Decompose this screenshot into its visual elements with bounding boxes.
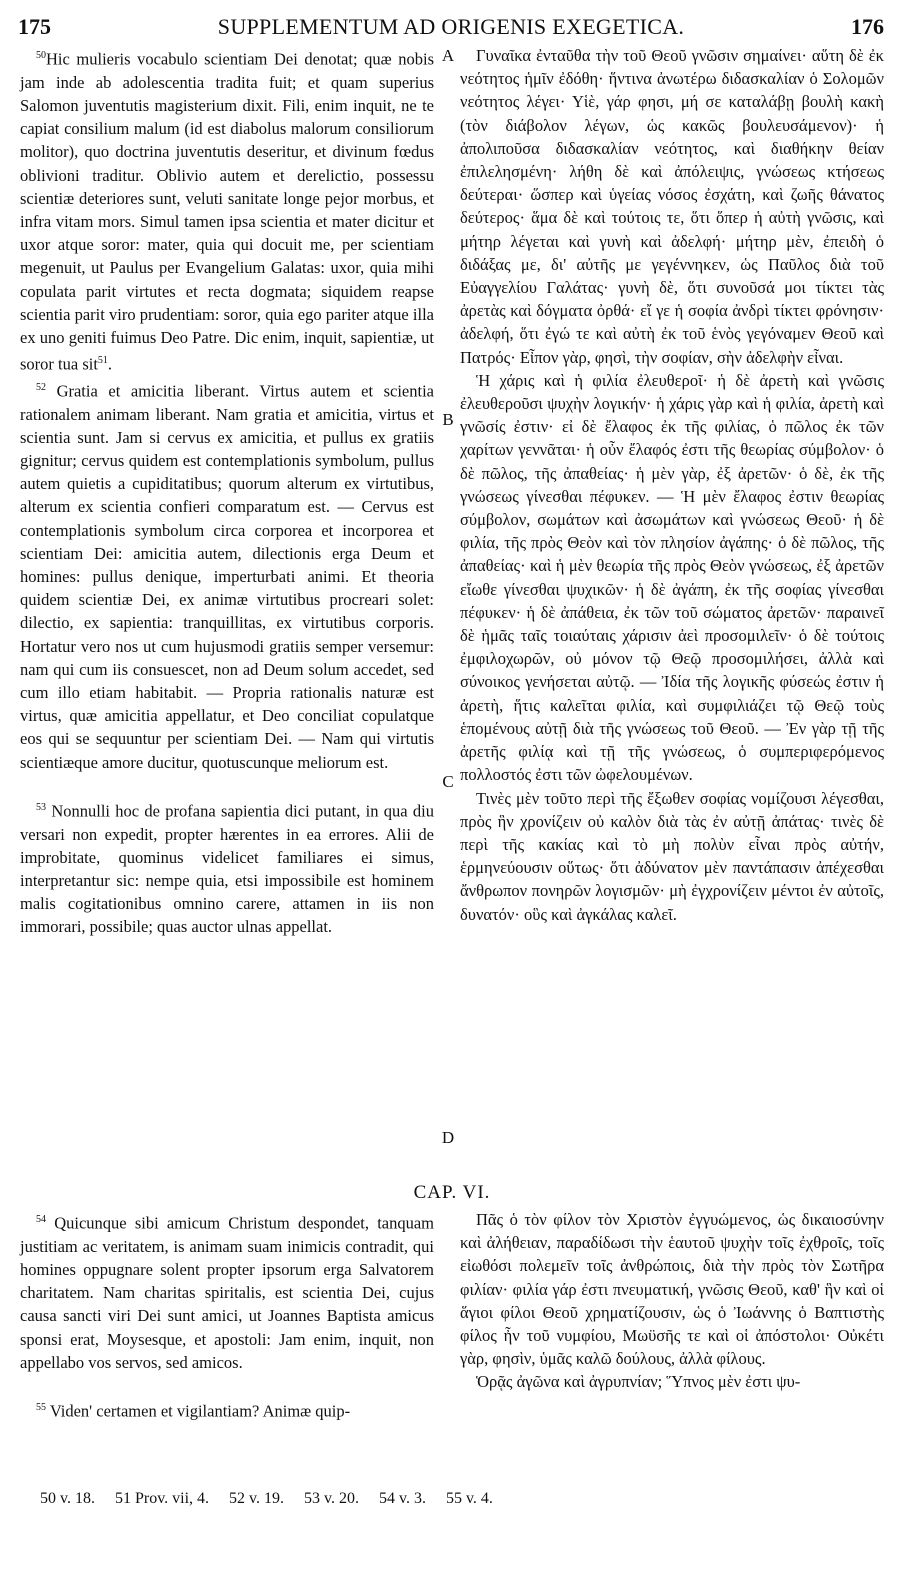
footnote: 50 v. 18. [40, 1490, 95, 1507]
footnote: 54 v. 3. [378, 1490, 426, 1507]
note-number: 52 [36, 381, 46, 393]
greek-column-upper [460, 44, 884, 926]
greek-paragraph-5: Ὁρᾷς ἀγῶνα καὶ ἀγρυπνίαν; Ὕπνος μὲν ἐστι ψυ- [476, 1372, 801, 1392]
running-title: SUPPLEMENTUM AD ORIGENIS EXEGETICA. [217, 14, 685, 39]
greek-paragraph-2: Ἡ χάρις καὶ ἡ φιλία ἐλευθεροῖ· ἡ δὲ ἀρετὴ καὶ γνῶσις ἐλευθεροῦσι ψυχὴν λογικήν· ἡ χάρις γὰρ καὶ ἡ φιλία, ἀρετὴ καὶ γνῶσίς ἐστιν· εἰ δὲ ἔλαφος ἐκ τῆς φιλίας, ὁ πῶλος ἐκ τῶν χαρίτων γεννᾶται· ἡ οὖν ἔλαφός ἐστι τῆς θεωρίας σύμβολον· ὁ δὲ πῶλος, τῆς ἀπαθείας· ἡ μὲν γὰρ, ἐξ ἀρετῶν· ὁ δὲ, ἐκ τῆς γνώσεως γίνεσθαι πέφυκεν. — Ἡ μὲν ἔλαφος ἐστιν θεωρίας σύμβολον, σωμάτων καὶ ἀσωμάτων καὶ γνώσεως Θεοῦ· ἡ δὲ φιλία, τῆς πρὸς Θεὸν καὶ τὸν πλησίον ἀγάπης· ὁ δὲ πῶλος, τῆς ἀπαθείας· καὶ ἡ μὲν θεωρία τῆς πρὸς Θεὸν γνώσεως, ἐξ ἀρετῶν εἴωθε γίνεσθαι ψυχικῶν· ἡ δὲ ἀγάπη, ἐκ τῆς σοφίας γίνεσθαι πέφυκεν· ἡ δὲ ἀπάθεια, ἐκ τῶν τοῦ σώματος ἀρετῶν· παραινεῖ δὲ ἡμᾶς ταῖς τοιαύταις χάρισιν ἀεὶ προσομιλεῖν· ὁ δὲ τούτοις ἐμφιλοχωρῶν, οὐ μόνον τῷ Θεῷ προσομιλήσει, ἀλλὰ καὶ σύνοικος γενήσεται αὐτῷ. — Ἰδία τῆς λογικῆς φύσεώς ἐστιν ἡ ἀρετὴ, ἥτις καλεῖται φιλία, καὶ συμφιλιάζει τῷ Θεῷ τοὺς ἑπομένους αὐτῇ διὰ τῆς γνώσεως τοῦ Θεοῦ. — Ἐν γὰρ τῇ τῆς ἀρετῆς φιλίᾳ καὶ τῇ τῆς γνώσεως, ὁ συμπεριφερόμενος πολλοστός ἐστι τῶν ὠφελουμένων. [460, 370, 884, 785]
margin-marker-a: A [441, 46, 455, 65]
footnote: 51 Prov. vii, 4. [114, 1490, 210, 1507]
latin-paragraph-50: $^{50}$Hic mulieris vocabulo scientiam Dei denotat; quæ nobis jam inde ab adolescentia tradita fuit; et quam superius Salomon juventutis magisterium dixit. Fili, enim inquit, ne te capiat consilium malum (id est diabolus malorum consiliorum molitor), quo doctrina juventutis deseritur, et divinum fœdus oblivioni traditur. Oblivio autem et derelictio, possessu scientiæ deteriores sunt, veluti sanitate longe pejor morbus, et infra vitam mors. Simul tamen ipsa scientia et mater dicitur et uxor atque soror: mater, quia qui docuit me, per scientiam megenuit, ut Paulus per Evangelium Galatas: uxor, quia mihi copulata parit virtutes et recta dogmata; siquidem reapse scientia parit viro prudentiam: soror, quia ego pariter atque illa ex uno geniti fuimus Deo Patre. Dic enim, inquit, sapientiæ, ut soror tua sit$^{51}$. [20, 49, 434, 374]
page-number-left: 175 [18, 14, 51, 39]
latin-paragraph-52 [20, 376, 434, 774]
footnotes [40, 1490, 509, 1508]
paragraph-text: Viden' certamen et vigilantiam? Animæ quip- [49, 1401, 351, 1421]
paragraph-text: Gratia et amicitia liberant. Virtus autem et scientia rationalem animam liberant. Nam gratia et amicitia, virtus et scientia sunt. Jam si cervus ex amicitia, et pullus ex gratiis gignitur; cervus quidem est contemplationis symbolum, pullus autem quietis a cupiditatibus; quorum alterum ex virtutibus, alterum ex scientia confieri comparatum est. — Cervus est contemplationis symbolum circa corporea et incorporea et scientiam Dei: amicitia autem, dilectionis erga Deum et homines: pullus denique, imperturbati animi. Et theoria quidem scientiæ Dei, ex animæ virtutibus procreari solet: dilectio, ex sapientia: tranquillitas, ex virtutibus corporis. Hortatur vero nos ut cum hujusmodi gratiis semper versemur: nam qui cum iis consuescet, non ad Deum solum accedet, sed cum illo etiam habitabit. — Propria rationalis naturæ est virtus, quæ amicitia appellatur, et Deo conciliat copulatque eos qui se sequuntur per scientiam Dei. — Nam qui virtutis scientiæque amore ducitur, quotuscunque meliorum est. [20, 381, 434, 772]
page-number-right: 176 [851, 14, 884, 39]
paragraph-text: Hic mulieris vocabulo scientiam Dei denotat; quæ nobis jam inde ab adolescentia tradita fuit; et quam superius Salomon juventutis magisterium dixit. Fili, enim inquit, ne te capiat consilium malum (id est diabolus malorum consiliorum molitor), quo doctrina juventutis deseritur, et divinum fœdus oblivioni traditur. Oblivio autem et derelictio, possessu scientiæ deteriores sunt, veluti sanitate longe pejor morbus, et infra vitam mors. Simul tamen ipsa scientia et mater dicitur et uxor atque soror: mater, quia qui docuit me, per scientiam megenuit, ut Paulus per Evangelium Galatas: uxor, quia mihi copulata parit virtutes et recta dogmata; siquidem reapse scientia parit viro prudentiam: soror, quia ego pariter atque illa ex uno geniti fuimus Deo Patre. Dic enim, inquit, sapientiæ, ut soror tua sit [20, 49, 434, 374]
chapter-heading: CAP. VI. [413, 1182, 491, 1203]
note-number: 55 [36, 1401, 46, 1413]
footnote: 53 v. 20. [304, 1490, 359, 1507]
paragraph-text: Quicunque sibi amicum Christum despondet, tanquam justitiam ac veritatem, is animam suam inimicis contradit, qui homines oppugnare solent propter ipsorum erga Salvatorem charitatem. Nam charitas spiritalis, est scientia Dei, cujus causa sancti viri Dei sunt amici, ut Joannes Baptista amicus sponsi erat, Moysesque, et apostoli: Jam enim, inquit, non appellabo vos servos, sed amicos. [20, 1213, 435, 1372]
latin-paragraph-53 [20, 796, 434, 939]
note-number: 53 [36, 801, 46, 813]
greek-column-lower [460, 1208, 884, 1394]
page-header [18, 14, 884, 44]
greek-paragraph-1: Γυναῖκα ἐνταῦθα τὴν τοῦ Θεοῦ γνῶσιν σημαίνει· αὕτη δὲ ἐκ νεότητος ἡμῖν ἐδόθη· ἥντινα ἀνωτέρω διδασκαλίαν ὁ Σολομῶν νεότητος λέγει· Υἱὲ, γάρ φησι, μή σε καταλάβῃ βουλὴ κακὴ (τὸν διάβολον λέγων, ὡς κακῶς βουλευσάμενον)· ἡ ἀπολιποῦσα διδασκαλίαν νεότητος, καὶ διαθήκην θείαν ἐπιλελησμένη· λήθη δὲ καὶ ἀπόλειψις, γνώσεως κτήσεως δεύτεραι· ὥσπερ καὶ ὑγείας νόσος ἐσχάτη, καὶ ζωῆς θάνατος δεύτερος· ἅμα δὲ καὶ τούτοις τε, ὅτι ὅπερ ἡ αὐτὴ γνῶσις, καὶ μήτηρ λέγεται καὶ γυνὴ καὶ ἀδελφή· μήτηρ μὲν, ἐπειδὴ ὁ διδάξας με, δι' αὐτῆς με γεγέννηκεν, ὡς Παῦλος διὰ τοῦ Εὐαγγελίου Γαλάτας· γυνὴ δὲ, ὅτι συνοῦσά μοι τίκτει τὰς ἀρετὰς καὶ δόγματα ὀρθά· εἴ γε ἡ σοφία ἀνδρὶ τίκτει φρόνησιν· ἀδελφή, ὅτι ἐγώ τε καὶ αὐτὴ ἐκ τοῦ ἑνὸς γεγόναμεν Θεοῦ καὶ Πατρός· Εἶπον γὰρ, φησὶ, τὴν σοφίαν, σὴν ἀδελφὴν εἶναι. [460, 46, 884, 367]
latin-paragraph-55 [20, 1396, 434, 1423]
paragraph-text: Nonnulli hoc de profana sapientia dici putant, in qua diu versari non expedit, propter hærentes in ea errores. Alii de improbitate, quominus videlicet familiares ei simus, interpretantur sic: nempe quia, etsi impossibile est hominem malis cogitationibus omnino carere, attamen in iis non immorari, possibile; quas auctor ulnas appellat. [20, 801, 435, 937]
footnote: 55 v. 4. [445, 1490, 493, 1507]
greek-paragraph-4: Πᾶς ὁ τὸν φίλον τὸν Χριστὸν ἐγγυώμενος, ὡς δικαιοσύνην καὶ ἀλήθειαν, παραδίδωσι τὴν ἑαυτοῦ ψυχὴν τοῖς ἐχθροῖς, τοῖς εἰωθόσι πολεμεῖν τοῖς ἀνθρώποις, διὰ τὴν πρὸς τὸν Σωτῆρα φιλίαν· φιλία γάρ ἐστι πνευματική, γνῶσις Θεοῦ, καθ' ἣν καὶ οἱ ἅγιοι φίλοι Θεοῦ χρηματίζουσιν, ὡς ὁ Ἰωάννης ὁ Βαπτιστὴς φίλος ἦν τοῦ νυμφίου, Μωϋσῆς τε καὶ οἱ ἀπόστολοι· Οὐκέτι γὰρ, φησὶν, ὑμᾶς καλῶ δούλους, ἀλλὰ φίλους. [460, 1210, 884, 1369]
footnote-ref: 51 [97, 355, 108, 367]
margin-marker-d: D [441, 1128, 455, 1147]
latin-column-upper [20, 44, 434, 939]
footnote: 52 v. 19. [229, 1490, 285, 1507]
note-number: 54 [36, 1214, 46, 1225]
note-number: 50 [36, 50, 46, 61]
margin-marker-c: C [442, 772, 454, 791]
margin-marker-b: B [442, 410, 454, 429]
latin-paragraph-54 [20, 1208, 434, 1374]
greek-paragraph-3: Τινὲς μὲν τοῦτο περὶ τῆς ἔξωθεν σοφίας νομίζουσι λέγεσθαι, πρὸς ἣν χρονίζειν οὐ καλὸν διὰ τὰς ἐν αὐτῇ ἀπάτας· τινὲς δὲ περὶ τῆς κακίας καὶ τὸ μὴ πολὺν εἶναι πρὸς αὐτήν, ἑρμηνεύουσιν οὕτως· ὅτι ἀδύνατον μὲν παντάπασιν ἀπέχεσθαι ἄνθρωπον πονηρῶν λογισμῶν· μὴ ἐγχρονίζειν μέντοι ἐν αὐτοῖς, δυνατόν· οὓς καὶ ἀγκάλας καλεῖ. [460, 788, 884, 924]
latin-column-lower [20, 1208, 434, 1423]
